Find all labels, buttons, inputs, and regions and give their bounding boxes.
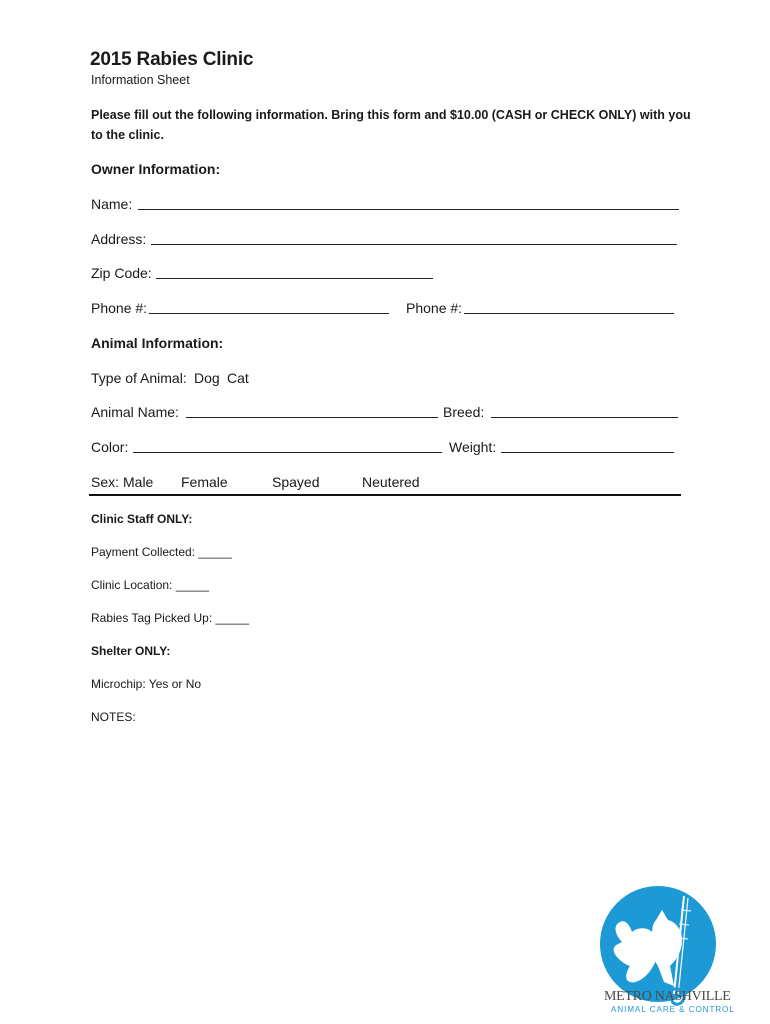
rabies-tag-field[interactable]: _____ [215,611,249,625]
instructions-line-1: Please fill out the following information. Bring this form and $10.00 (CASH or CHECK ONLY) with you [91,108,691,122]
owner-address-field[interactable] [151,244,677,245]
payment-collected-field[interactable]: _____ [198,545,232,559]
owner-phone1-label: Phone #: [91,300,148,316]
clinic-location-row [91,578,209,592]
animal-color-field[interactable] [133,452,442,453]
logo-text-animal-care: ANIMAL CARE & CONTROL [611,1005,735,1014]
owner-name-label: Name: [91,196,133,212]
shelter-heading: Shelter ONLY: [91,644,171,658]
animal-breed-field[interactable] [491,417,678,418]
owner-zip-field[interactable] [156,278,433,279]
page-title: 2015 Rabies Clinic [90,49,254,70]
animal-weight-label: Weight: [449,439,497,455]
sex-option-neutered[interactable]: Neutered [362,474,420,490]
payment-collected-label: Payment Collected: [91,545,196,559]
owner-info-heading: Owner Information: [91,161,221,177]
animal-breed-label: Breed: [443,404,485,420]
logo-text-metro-nashville: METRO NASHVILLE [604,989,731,1004]
sex-option-male[interactable]: Male [123,474,154,490]
animal-type-option-cat[interactable]: Cat [227,370,249,386]
animal-type-label: Type of Animal: [91,370,187,386]
animal-info-heading: Animal Information: [91,335,224,351]
owner-zip-label: Zip Code: [91,265,152,281]
animal-name-field[interactable] [186,417,438,418]
rabies-tag-label: Rabies Tag Picked Up: [91,611,213,625]
microchip-label[interactable]: Microchip: Yes or No [91,677,202,691]
animal-sex-label: Sex: [91,474,120,490]
notes-label: NOTES: [91,710,136,724]
owner-name-field[interactable] [138,209,679,210]
animal-type-option-dog[interactable]: Dog [194,370,220,386]
rabies-tag-row [91,611,249,625]
instructions-line-2: to the clinic. [91,128,164,142]
payment-collected-row [91,545,232,559]
animal-name-label: Animal Name: [91,404,179,420]
sex-option-spayed[interactable]: Spayed [272,474,320,490]
page-subtitle: Information Sheet [91,73,190,87]
animal-color-label: Color: [91,439,129,455]
sex-option-female[interactable]: Female [181,474,228,490]
section-divider [89,494,681,496]
owner-phone1-field[interactable] [149,313,389,314]
owner-address-label: Address: [91,231,147,247]
owner-phone2-field[interactable] [464,313,674,314]
clinic-staff-heading: Clinic Staff ONLY: [91,512,193,526]
owner-phone2-label: Phone #: [406,300,463,316]
animal-weight-field[interactable] [501,452,674,453]
clinic-location-label: Clinic Location: [91,578,173,592]
clinic-location-field[interactable]: _____ [175,578,210,592]
